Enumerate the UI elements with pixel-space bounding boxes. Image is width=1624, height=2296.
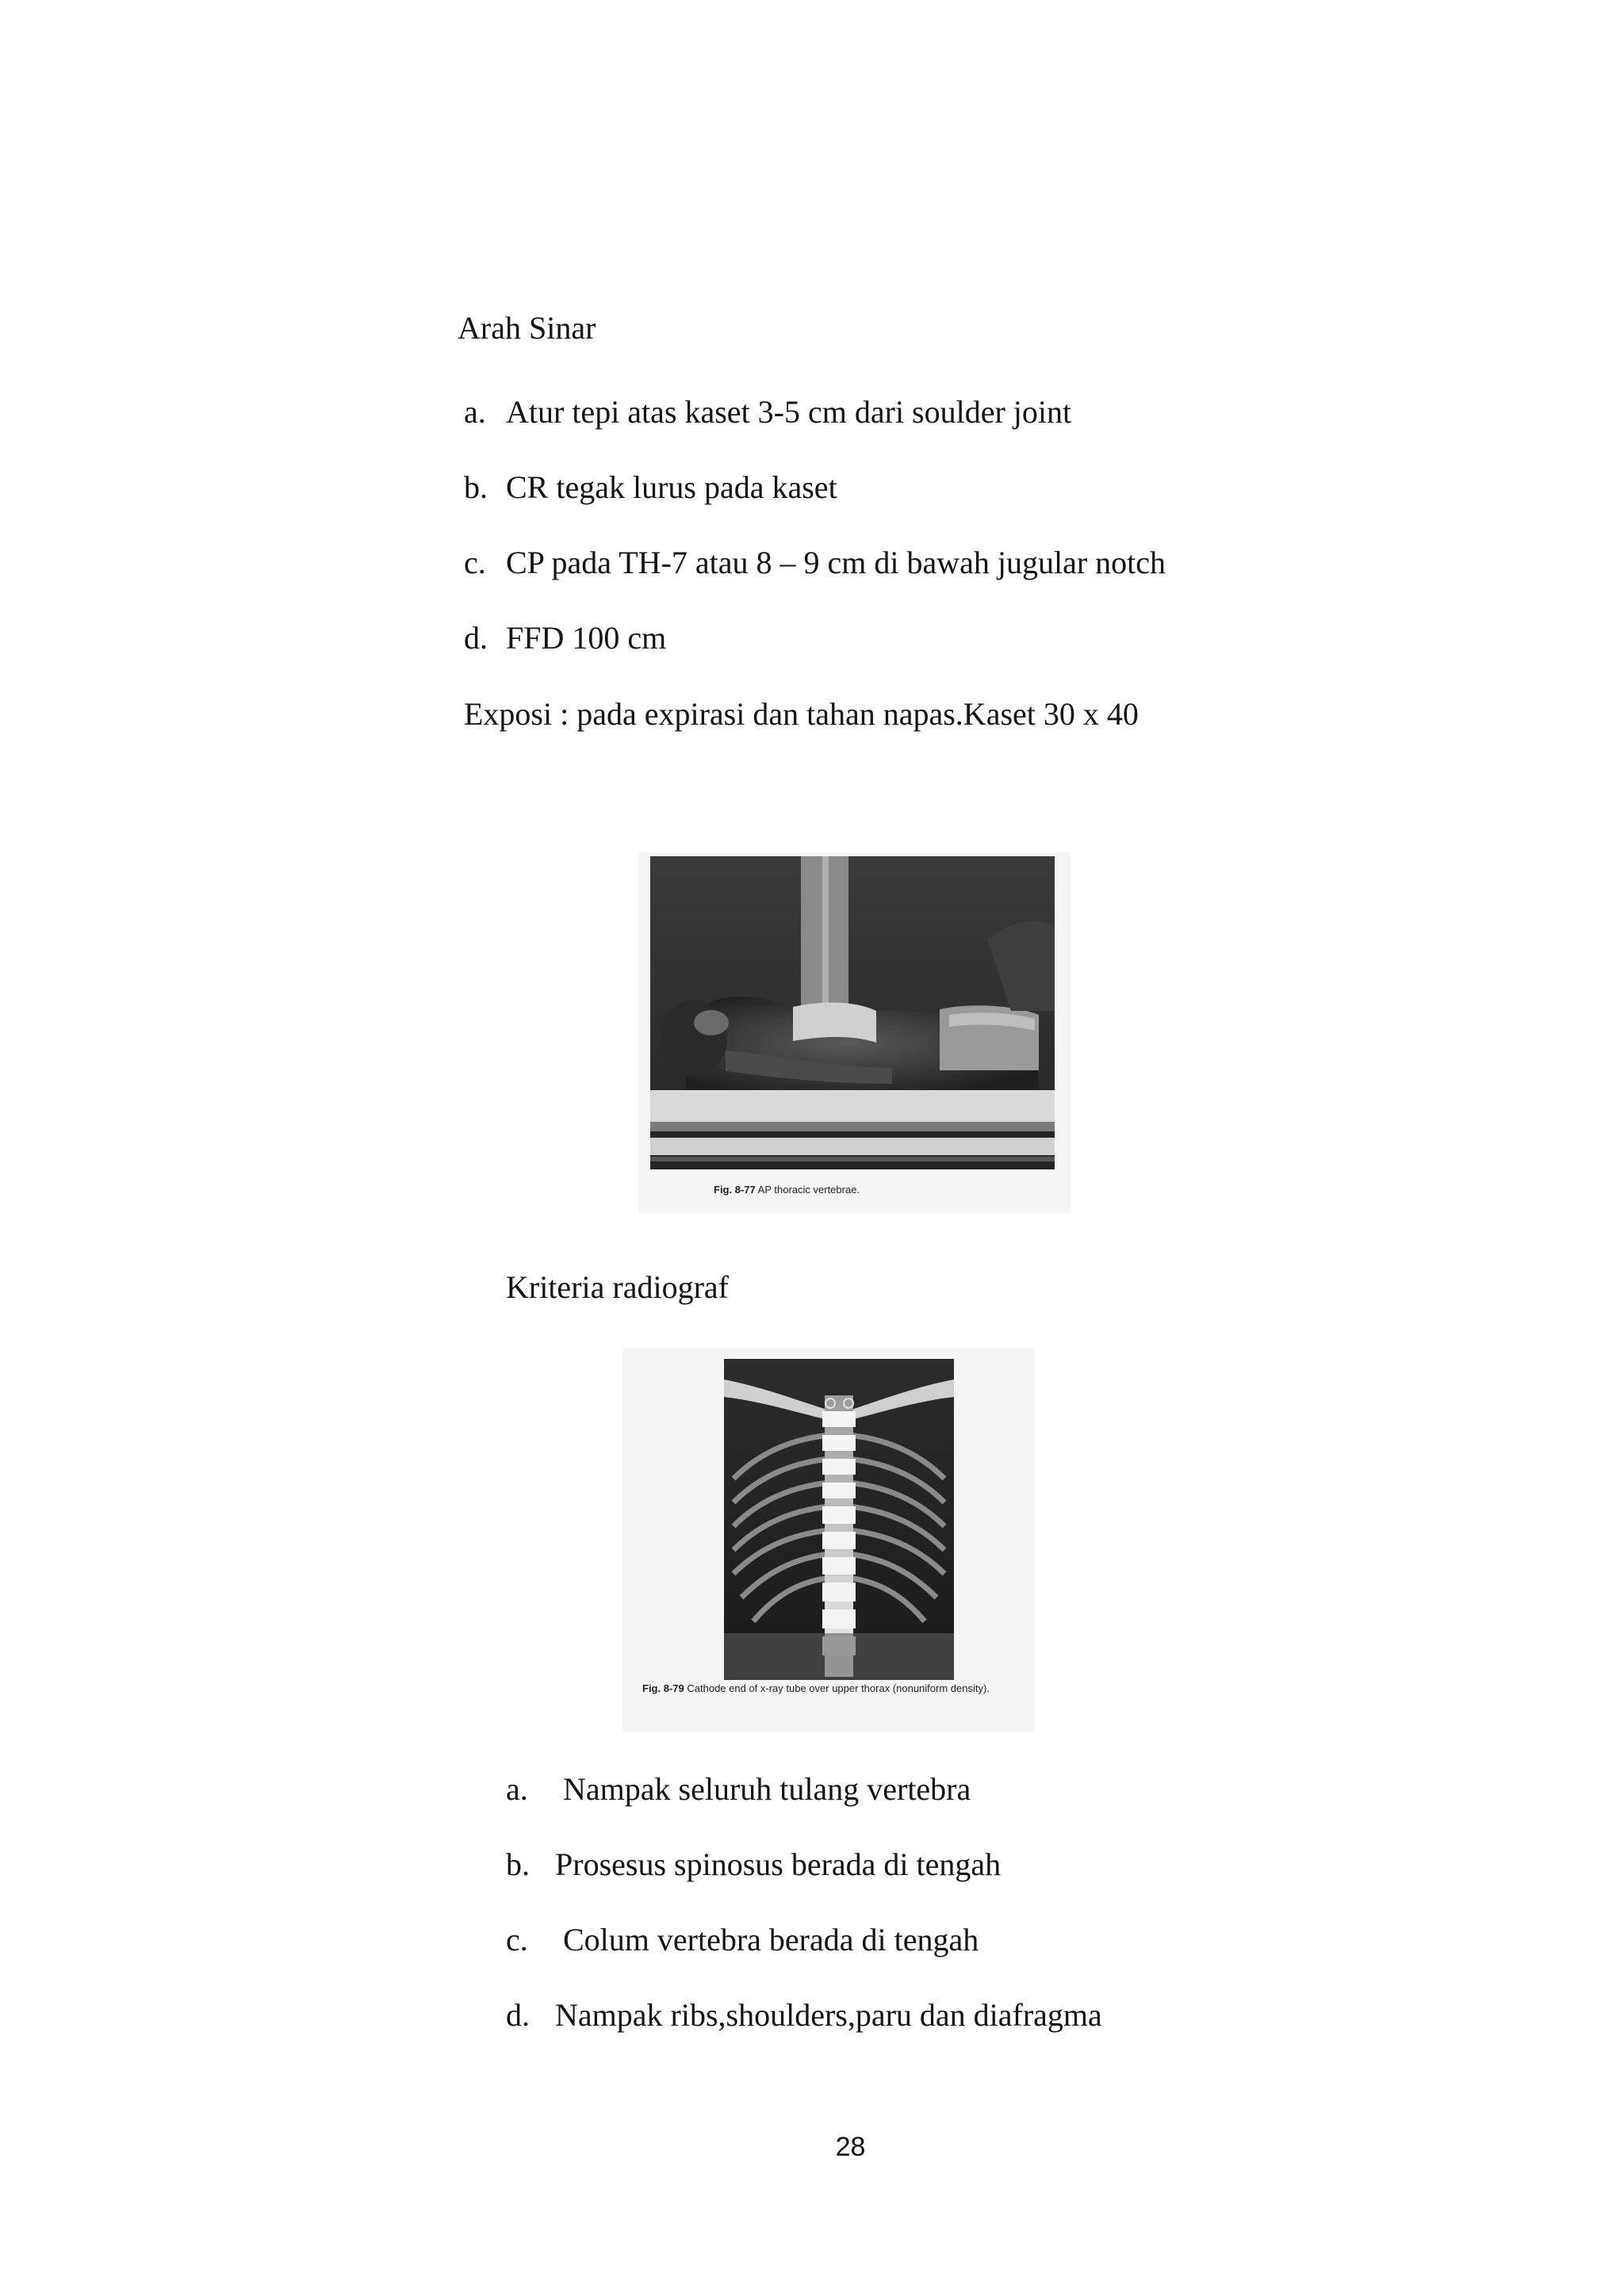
page-number: 28 xyxy=(835,2132,866,2162)
section-heading-arah-sinar: Arah Sinar xyxy=(458,310,596,346)
list-marker: c. xyxy=(464,545,486,580)
exposure-note: Exposi : pada expirasi dan tahan napas.Kaset 30 x 40 xyxy=(464,696,1139,732)
list-item-text: CP pada TH-7 atau 8 – 9 cm di bawah jugular notch xyxy=(506,545,1166,580)
figure-caption-text: AP thoracic vertebrae. xyxy=(757,1184,860,1196)
figure-caption-text: Cathode end of x-ray tube over upper thorax (nonuniform density). xyxy=(687,1682,990,1694)
list-item-text: Atur tepi atas kaset 3-5 cm dari soulder joint xyxy=(506,394,1072,430)
figure-ap-thoracic-vertebrae xyxy=(638,852,1071,1213)
list-item-text: CR tegak lurus pada kaset xyxy=(506,469,837,505)
list-marker: c. xyxy=(506,1922,528,1957)
list-marker: d. xyxy=(464,620,488,656)
list-marker: b. xyxy=(464,469,488,505)
figure-caption xyxy=(642,1682,1043,1695)
list-marker: b. xyxy=(506,1846,530,1882)
list-item-text: Colum vertebra berada di tengah xyxy=(563,1922,979,1957)
list-marker: a. xyxy=(506,1771,528,1807)
figure-radiograph-upper-thorax xyxy=(622,1348,1035,1732)
figure-label: Fig. 8-77 xyxy=(714,1184,756,1196)
section-heading-kriteria-radiograf: Kriteria radiograf xyxy=(506,1269,729,1305)
list-item-text: Prosesus spinosus berada di tengah xyxy=(555,1846,1002,1882)
list-marker: d. xyxy=(506,1997,530,2033)
xray-thoracic-spine xyxy=(622,1348,1035,1732)
list-item-text: Nampak seluruh tulang vertebra xyxy=(563,1771,971,1807)
figure-caption xyxy=(714,1184,860,1196)
list-item-text: FFD 100 cm xyxy=(506,620,667,656)
list-item-text: Nampak ribs,shoulders,paru dan diafragma xyxy=(555,1997,1102,2033)
figure-label: Fig. 8-79 xyxy=(642,1682,684,1694)
list-marker: a. xyxy=(464,394,486,430)
photo-patient-supine xyxy=(638,852,1071,1213)
